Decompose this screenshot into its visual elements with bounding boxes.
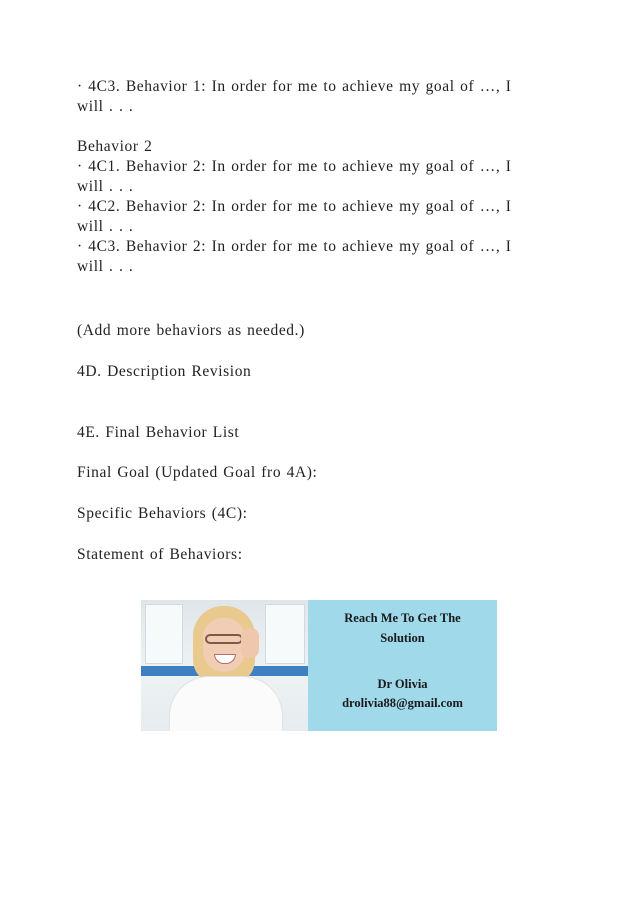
section-4e-heading: 4E. Final Behavior List xyxy=(77,424,240,441)
section-4d-heading: 4D. Description Revision xyxy=(77,363,252,380)
behavior-1-4c3-line: · 4C3. Behavior 1: In order for me to achieve my goal of …, I xyxy=(77,78,512,95)
final-goal-label: Final Goal (Updated Goal fro 4A): xyxy=(77,464,318,481)
contact-email[interactable]: drolivia88@gmail.com xyxy=(342,696,463,710)
add-more-note: (Add more behaviors as needed.) xyxy=(77,322,305,339)
tutor-photo xyxy=(141,600,308,731)
behavior-2-4c3-line: · 4C3. Behavior 2: In order for me to achieve my goal of …, I xyxy=(77,238,512,255)
behavior-2-4c3-continuation: will . . . xyxy=(77,258,134,275)
blank-line xyxy=(77,117,547,137)
behavior-2-4c2-continuation: will . . . xyxy=(77,218,134,235)
behavior-2-4c2-line: · 4C2. Behavior 2: In order for me to achieve my goal of …, I xyxy=(77,198,512,215)
behavior-1-4c3-continuation: will . . . xyxy=(77,98,134,115)
contact-banner xyxy=(141,600,497,731)
behavior-list xyxy=(77,77,547,277)
banner-headline-line-1: Reach Me To Get The xyxy=(344,611,461,625)
contact-info-panel xyxy=(308,600,497,731)
behavior-2-4c1-continuation: will . . . xyxy=(77,178,134,195)
specific-behaviors-label: Specific Behaviors (4C): xyxy=(77,505,248,522)
behavior-2-heading: Behavior 2 xyxy=(77,138,153,155)
behavior-2-4c1-line: · 4C1. Behavior 2: In order for me to achieve my goal of …, I xyxy=(77,158,512,175)
contact-name: Dr Olivia xyxy=(377,677,428,691)
banner-headline-line-2: Solution xyxy=(380,631,425,645)
statement-of-behaviors-label: Statement of Behaviors: xyxy=(77,546,243,563)
